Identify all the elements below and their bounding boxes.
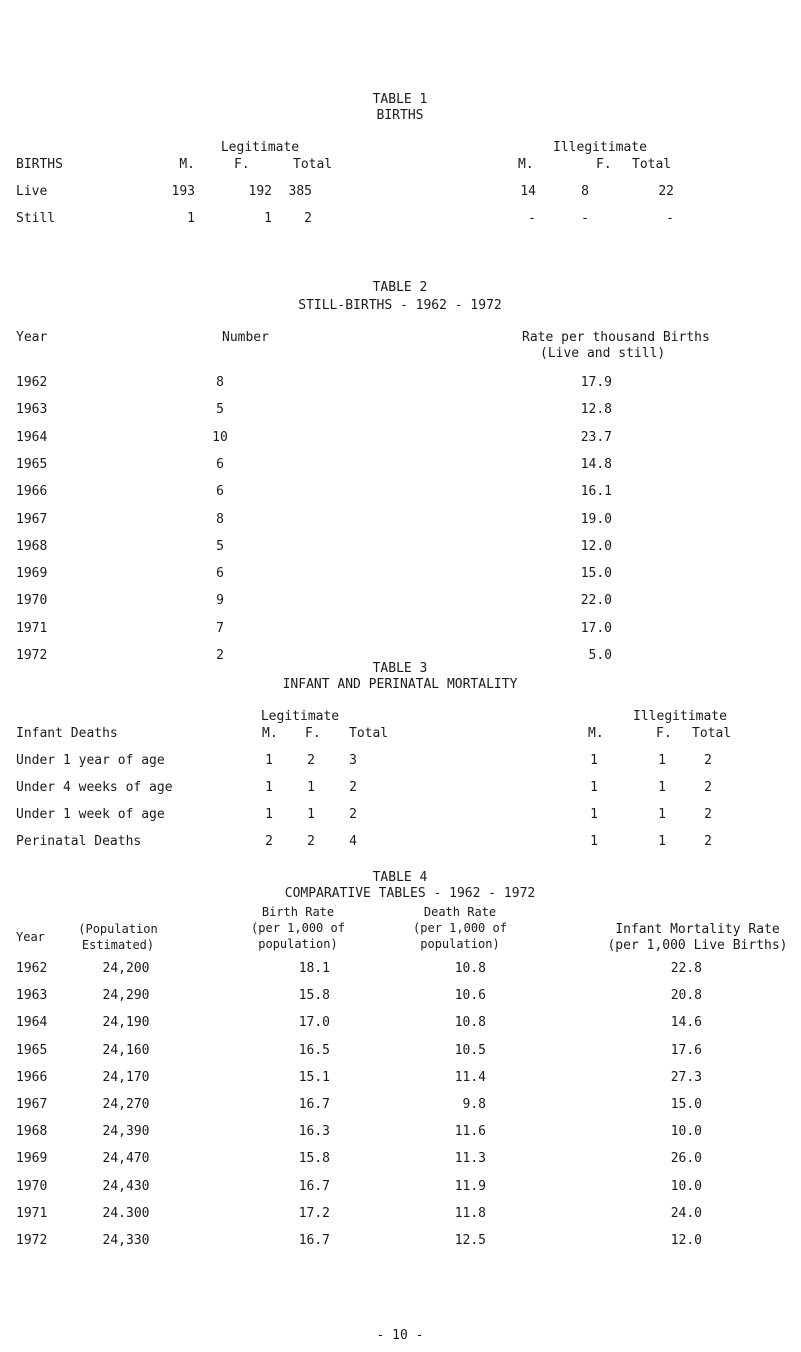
- table4-col-imr-line1: Infant Mortality Rate: [615, 922, 780, 937]
- table4-infant-mortality: 10.0: [670, 1124, 702, 1140]
- table3-illegit-total: 2: [704, 780, 712, 795]
- table2-col-year: Year: [16, 330, 48, 345]
- table3-col-illegit-total: Total: [692, 726, 732, 741]
- table2-number: 2: [216, 648, 224, 663]
- table3-illegit-total: 2: [704, 834, 712, 849]
- table1-row-label: Live: [16, 184, 48, 199]
- table3-legit-total: 2: [349, 807, 357, 822]
- table4-infant-mortality: 12.0: [670, 1233, 702, 1248]
- table2-year: 1969: [16, 566, 48, 582]
- table4-death-rate: 10.8: [454, 1015, 486, 1031]
- table2-rate: 23.7: [580, 429, 612, 445]
- table4-col-imr-line2: (per 1,000 Live Births): [607, 938, 788, 953]
- table2-year: 1966: [16, 484, 48, 500]
- table4-death-rate: 10.5: [454, 1042, 486, 1058]
- table4-pop: 24.300: [102, 1205, 150, 1221]
- table4-pop: 24,200: [102, 961, 150, 976]
- table3-col-illegit-m: M.: [588, 726, 604, 741]
- table2-rate: 12.8: [580, 402, 612, 418]
- table2-year: 1968: [16, 538, 48, 554]
- table1-col-legit-m: M.: [179, 157, 195, 172]
- table4-year: 1966: [16, 1069, 48, 1085]
- table2-rate: 22.0: [580, 593, 612, 609]
- table3-legit-total: 4: [349, 834, 357, 849]
- table4-pop: 24,290: [102, 988, 150, 1004]
- table4-death-rate: 11.9: [454, 1178, 486, 1194]
- table4-col-death-line3: population): [420, 937, 500, 951]
- table4-year: 1970: [16, 1178, 48, 1194]
- table3-illegit-m: 1: [590, 807, 598, 822]
- table2-col-rate-sub: (Live and still): [540, 346, 666, 361]
- table1-col-legit-total: Total: [293, 157, 333, 172]
- table2-rate: 5.0: [588, 648, 612, 663]
- table2-title: STILL-BIRTHS - 1962 - 1972: [298, 298, 502, 313]
- table3-row-label: Perinatal Deaths: [16, 834, 142, 849]
- table4-label: TABLE 4: [372, 870, 428, 885]
- table3-illegit-f: 1: [658, 753, 666, 768]
- table1-col-illegit-total: Total: [632, 157, 672, 172]
- table2-number: 5: [216, 538, 224, 554]
- table3-legit-total: 2: [349, 780, 357, 795]
- table4-pop: 24,270: [102, 1097, 150, 1112]
- table4-birth-rate: 16.5: [298, 1042, 330, 1058]
- table2-year: 1972: [16, 648, 48, 663]
- table4-col-birth-line3: population): [258, 937, 338, 951]
- table1-illegit-m: -: [528, 211, 536, 226]
- table3-row-header: Infant Deaths: [16, 726, 118, 741]
- table3-illegit-total: 2: [704, 753, 712, 768]
- table4-birth-rate: 15.1: [298, 1069, 330, 1085]
- table4-year: 1968: [16, 1124, 48, 1140]
- table4-death-rate: 11.3: [454, 1151, 486, 1167]
- table1-illegit-header: Illegitimate: [553, 140, 647, 155]
- table2-number: 7: [216, 620, 224, 636]
- table4-year: 1972: [16, 1233, 48, 1248]
- table2-number: 9: [216, 593, 224, 609]
- table2-rate: 17.9: [580, 375, 612, 390]
- table4-year: 1969: [16, 1151, 48, 1167]
- table3-illegit-f: 1: [658, 807, 666, 822]
- table4-infant-mortality: 24.0: [670, 1205, 702, 1221]
- table3-legit-m: 1: [265, 807, 273, 822]
- table2-year: 1962: [16, 375, 48, 390]
- table1-legit-m: 1: [187, 211, 195, 226]
- table1-col-illegit-f: F.: [596, 157, 612, 172]
- table1-row-label: Still: [16, 211, 56, 226]
- table2-col-number: Number: [222, 330, 269, 345]
- table3-illegit-f: 1: [658, 834, 666, 849]
- table1-col-legit-f: F.: [234, 157, 250, 172]
- table2-number: 10: [212, 429, 228, 445]
- table1-title: BIRTHS: [376, 108, 424, 123]
- table2-year: 1965: [16, 456, 48, 472]
- table3-legit-m: 1: [265, 780, 273, 795]
- table2-number: 8: [216, 511, 224, 527]
- table4-year: 1963: [16, 988, 48, 1004]
- table3-legit-f: 1: [307, 807, 315, 822]
- table4-col-birth-line2: (per 1,000 of: [251, 921, 345, 935]
- table4-death-rate: 11.8: [454, 1205, 486, 1221]
- table3-title: INFANT AND PERINATAL MORTALITY: [282, 677, 518, 692]
- table2-rate: 17.0: [580, 620, 612, 636]
- table2-rate: 15.0: [580, 566, 612, 582]
- table4-infant-mortality: 20.8: [670, 988, 702, 1004]
- table3-col-legit-m: M.: [262, 726, 278, 741]
- table4-year: 1971: [16, 1205, 48, 1221]
- table2-year: 1967: [16, 511, 48, 527]
- table4-pop: 24,390: [102, 1124, 150, 1140]
- table3-row-label: Under 1 week of age: [16, 807, 165, 822]
- table4-year: 1965: [16, 1042, 48, 1058]
- table4-birth-rate: 16.7: [298, 1233, 330, 1248]
- table3-col-illegit-f: F.: [656, 726, 672, 741]
- table2-year: 1963: [16, 402, 48, 418]
- table4-year: 1962: [16, 961, 48, 976]
- table4-col-pop-line2: Estimated): [81, 938, 155, 952]
- table4-birth-rate: 16.3: [298, 1124, 330, 1140]
- table4-birth-rate: 15.8: [298, 988, 330, 1004]
- table1-legit-total: 385: [288, 184, 312, 199]
- table3-legit-m: 2: [265, 834, 273, 849]
- table2-col-rate: Rate per thousand Births: [522, 330, 710, 345]
- table1-illegit-f: 8: [581, 184, 589, 199]
- table2-number: 5: [216, 402, 224, 418]
- table4-infant-mortality: 27.3: [670, 1069, 702, 1085]
- table3-legit-f: 2: [307, 834, 315, 849]
- table2-number: 6: [216, 456, 224, 472]
- table4-col-year: Year: [16, 930, 45, 944]
- table4-pop: 24,170: [102, 1069, 150, 1085]
- table1-legit-f: 192: [248, 184, 272, 199]
- table2-rate: 14.8: [580, 456, 612, 472]
- table3-row-label: Under 4 weeks of age: [16, 780, 173, 795]
- table4-death-rate: 11.6: [454, 1124, 486, 1140]
- table3-col-legit-f: F.: [305, 726, 321, 741]
- table1-legit-f: 1: [264, 211, 272, 226]
- table2-label: TABLE 2: [372, 280, 428, 295]
- table1-col-births: BIRTHS: [16, 157, 63, 172]
- table3-legit-f: 2: [307, 753, 315, 768]
- table4-birth-rate: 16.7: [298, 1178, 330, 1194]
- table3-legit-f: 1: [307, 780, 315, 795]
- table2-rate: 16.1: [580, 484, 612, 500]
- table4-pop: 24,430: [102, 1178, 150, 1194]
- table2-number: 6: [216, 566, 224, 582]
- table3-legit-total: 3: [349, 753, 357, 768]
- table4-infant-mortality: 26.0: [670, 1151, 702, 1167]
- table4-infant-mortality: 17.6: [670, 1042, 702, 1058]
- table3-illegit-m: 1: [590, 753, 598, 768]
- table1-legit-m: 193: [171, 184, 195, 199]
- table3-illegit-f: 1: [658, 780, 666, 795]
- table3-illegit-m: 1: [590, 780, 598, 795]
- table1-legit-total: 2: [304, 211, 312, 226]
- table4-birth-rate: 15.8: [298, 1151, 330, 1167]
- table3-label: TABLE 3: [372, 661, 428, 676]
- table4-col-death-line1: Death Rate: [423, 905, 497, 919]
- table1-illegit-m: 14: [520, 184, 536, 199]
- table2-rate: 19.0: [580, 511, 612, 527]
- table4-infant-mortality: 15.0: [670, 1097, 702, 1112]
- table3-legit-header: Legitimate: [260, 709, 340, 724]
- table1-illegit-total: 22: [658, 184, 674, 199]
- table4-col-birth-line1: Birth Rate: [261, 905, 335, 919]
- table3-illegit-total: 2: [704, 807, 712, 822]
- table1-col-illegit-m: M.: [518, 157, 534, 172]
- table4-death-rate: 11.4: [454, 1069, 486, 1085]
- table4-infant-mortality: 22.8: [670, 961, 702, 976]
- table4-birth-rate: 16.7: [298, 1097, 330, 1112]
- table2-number: 6: [216, 484, 224, 500]
- table4-infant-mortality: 14.6: [670, 1015, 702, 1031]
- table4-pop: 24,470: [102, 1151, 150, 1167]
- table4-infant-mortality: 10.0: [670, 1178, 702, 1194]
- table2-year: 1971: [16, 620, 48, 636]
- table4-birth-rate: 17.2: [298, 1205, 330, 1221]
- table4-pop: 24,190: [102, 1015, 150, 1031]
- table4-death-rate: 10.6: [454, 988, 486, 1004]
- table2-year: 1970: [16, 593, 48, 609]
- table2-rate: 12.0: [580, 538, 612, 554]
- table4-birth-rate: 18.1: [298, 961, 330, 976]
- table3-row-label: Under 1 year of age: [16, 753, 165, 768]
- table3-legit-m: 1: [265, 753, 273, 768]
- table4-pop: 24,330: [102, 1233, 150, 1248]
- table4-death-rate: 12.5: [454, 1233, 486, 1248]
- table4-col-death-line2: (per 1,000 of: [413, 921, 507, 935]
- table4-title: COMPARATIVE TABLES - 1962 - 1972: [284, 886, 536, 901]
- table2-year: 1964: [16, 429, 48, 445]
- table3-illegit-header: Illegitimate: [633, 709, 727, 724]
- table4-death-rate: 9.8: [462, 1097, 486, 1112]
- page-number: - 10 -: [376, 1328, 424, 1343]
- table1-illegit-total: -: [666, 211, 674, 226]
- table1-label: TABLE 1: [372, 92, 428, 107]
- table4-death-rate: 10.8: [454, 961, 486, 976]
- table1-legit-header: Legitimate: [220, 140, 300, 155]
- table1-illegit-f: -: [581, 211, 589, 226]
- table4-year: 1967: [16, 1097, 48, 1112]
- table2-number: 8: [216, 375, 224, 390]
- table4-col-pop-line1: (Population: [78, 922, 158, 936]
- table4-year: 1964: [16, 1015, 48, 1031]
- table3-col-legit-total: Total: [349, 726, 389, 741]
- table3-illegit-m: 1: [590, 834, 598, 849]
- table4-pop: 24,160: [102, 1042, 150, 1058]
- table4-birth-rate: 17.0: [298, 1015, 330, 1031]
